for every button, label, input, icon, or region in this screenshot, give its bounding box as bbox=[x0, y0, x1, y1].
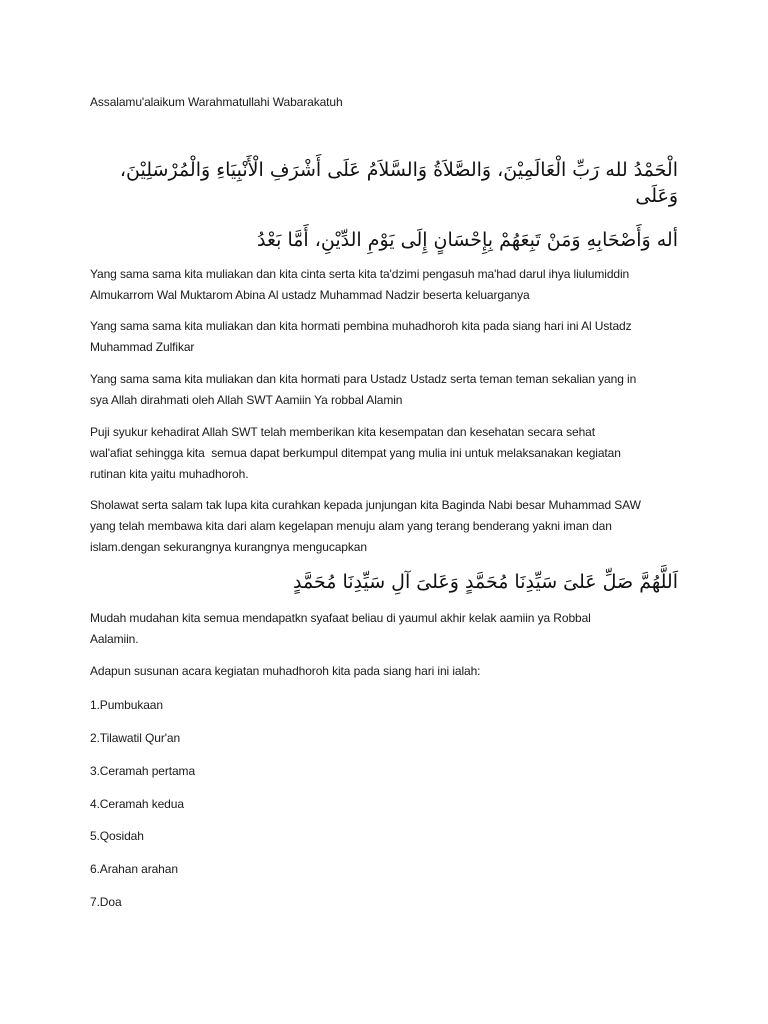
agenda-item-text: 2.Tilawatil Qur'an bbox=[90, 731, 181, 745]
arabic-line: الْحَمْدُ لله رَبِّ الْعَالَمِيْنَ، وَالصَّلاَةُ وَالسَّلاَمُ عَلَى أَشْرَفِ الْأَنْبِيَاءِ وَالْمُرْسَلِيْنَ، bbox=[119, 159, 678, 181]
agenda-intro bbox=[90, 661, 690, 682]
agenda-item-text: 1.Pumbukaan bbox=[90, 698, 163, 712]
agenda-item-text: 7.Doa bbox=[90, 895, 122, 909]
paragraph-line: Yang sama sama kita muliakan dan kita hormati pembina muhadhoroh kita pada siang hari ini Al Ustadz bbox=[90, 319, 632, 333]
paragraph-line: Aalamiin. bbox=[90, 632, 139, 646]
paragraph-line: Yang sama sama kita muliakan dan kita cinta serta kita ta'dzimi pengasuh ma'had darul ihya liulumiddin bbox=[90, 267, 630, 281]
agenda-item-text: 6.Arahan arahan bbox=[90, 862, 178, 876]
paragraph-line: Yang sama sama kita muliakan dan kita hormati para Ustadz Ustadz serta teman teman sekalian yang in bbox=[90, 372, 637, 386]
agenda-item bbox=[90, 695, 690, 716]
agenda-intro-text: Adapun susunan acara kegiatan muhadhoroh kita pada siang hari ini ialah: bbox=[90, 664, 481, 678]
paragraph-respect-pembina bbox=[90, 316, 690, 358]
paragraph-line: Almukarrom Wal Muktarom Abina Al ustadz Muhammad Nadzir beserta keluarganya bbox=[90, 288, 530, 302]
paragraph-syafaat bbox=[90, 608, 690, 650]
paragraph-line: Mudah mudahan kita semua mendapatkn syafaat beliau di yaumul akhir kelak aamiin ya Robbal bbox=[90, 611, 591, 625]
paragraph-line: islam.dengan sekurangnya kurangnya mengucapkan bbox=[90, 540, 367, 554]
paragraph-line: rutinan kita yaitu muhadhoroh. bbox=[90, 467, 249, 481]
agenda-item bbox=[90, 761, 690, 782]
greeting bbox=[90, 92, 690, 113]
agenda-item bbox=[90, 826, 690, 847]
agenda-item-text: 3.Ceramah pertama bbox=[90, 764, 196, 778]
agenda-item-text: 5.Qosidah bbox=[90, 829, 144, 843]
arabic-line: أله وَأَصْحَابِهِ وَمَنْ تَبِعَهُمْ بِإِحْسَانٍ إِلَى يَوْمِ الدِّيْنِ، أَمَّا بَعْدُ bbox=[256, 229, 678, 251]
paragraph-line: Muhammad Zulfikar bbox=[90, 340, 195, 354]
salawat-arabic bbox=[40, 569, 678, 595]
paragraph-line: sya Allah dirahmati oleh Allah SWT Aamiin Ya robbal Alamin bbox=[90, 393, 403, 407]
paragraph-respect-pengasuh bbox=[90, 264, 690, 306]
greeting-text: Assalamu'alaikum Warahmatullahi Wabarakatuh bbox=[90, 95, 343, 109]
arabic-line: وَعَلَى bbox=[635, 185, 678, 207]
paragraph-line: yang telah membawa kita dari alam kegelapan menuju alam yang terang benderang yakni iman dan bbox=[90, 519, 612, 533]
agenda-item bbox=[90, 728, 690, 749]
paragraph-gratitude bbox=[90, 422, 690, 485]
agenda-item bbox=[90, 794, 690, 815]
agenda-item bbox=[90, 892, 690, 913]
agenda-item-text: 4.Ceramah kedua bbox=[90, 797, 184, 811]
arabic-line: اَللَّهُمَّ صَلِّ عَلىَ سَيِّدِنَا مُحَمَّدٍ وَعَلىَ آلِ سَيِّدِنَا مُحَمَّدٍ bbox=[293, 571, 678, 593]
paragraph-line: Sholawat serta salam tak lupa kita curahkan kepada junjungan kita Baginda Nabi besar Muhammad SAW bbox=[90, 498, 641, 512]
paragraph-line: Puji syukur kehadirat Allah SWT telah memberikan kita kesempatan dan kesehatan secara sehat bbox=[90, 425, 595, 439]
paragraph-respect-ustadz bbox=[90, 369, 690, 411]
opening-arabic-prayer bbox=[40, 157, 678, 253]
paragraph-line: wal'afiat sehingga kita semua dapat berkumpul ditempat yang mulia ini untuk melaksanakan kegiatan bbox=[90, 446, 621, 460]
agenda-item bbox=[90, 859, 690, 880]
paragraph-sholawat bbox=[90, 495, 690, 558]
